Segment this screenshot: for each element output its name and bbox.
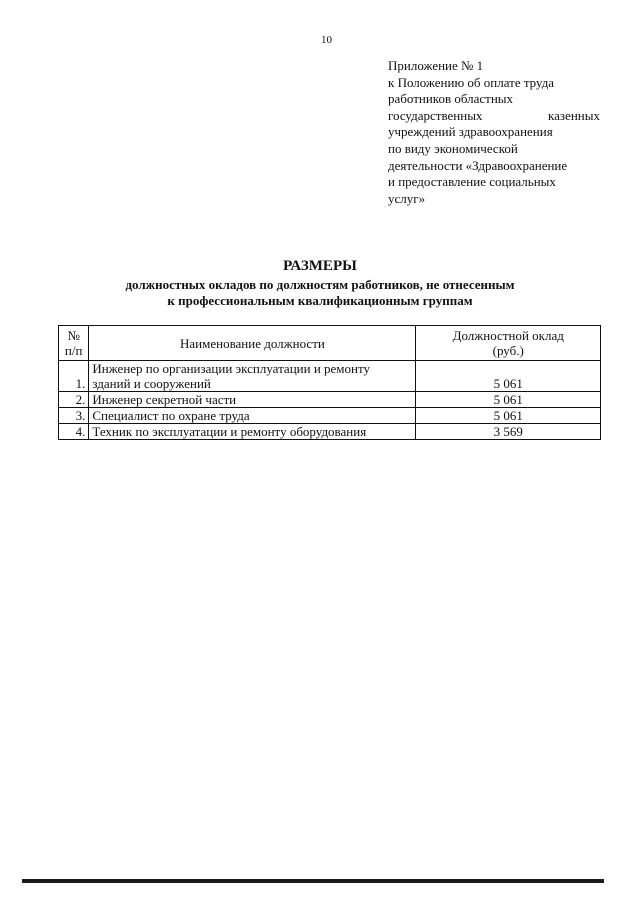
document-title: РАЗМЕРЫ: [283, 258, 357, 274]
page-number: 10: [321, 34, 332, 46]
row-number: 1.: [59, 361, 89, 392]
row-salary: 5 061: [416, 392, 601, 408]
subtitle-line: к профессиональным квалификационным группам: [167, 293, 473, 308]
document-subtitle: [0, 277, 640, 309]
annex-line: и предоставление социальных: [388, 174, 556, 190]
annex-word: казенных: [548, 107, 600, 123]
annex-line: по виду экономической: [388, 140, 518, 156]
header-number-line: п/п: [64, 343, 83, 358]
row-salary: 5 061: [416, 408, 601, 424]
row-salary: 3 569: [416, 424, 601, 440]
annex-line: услуг»: [388, 190, 426, 206]
row-position-line: Инженер по организации эксплуатации и ремонту: [92, 361, 370, 376]
annex-line: Приложение № 1: [388, 58, 484, 73]
annex-header: [388, 58, 600, 207]
row-position-name: Инженер секретной части: [89, 392, 416, 408]
row-number: 3.: [59, 408, 89, 424]
header-number: [59, 326, 89, 361]
header-salary-line: Должностной оклад: [452, 328, 564, 343]
annex-line: работников областных: [388, 91, 514, 107]
table-header-row: [59, 326, 601, 361]
row-position-line: зданий и сооружений: [92, 376, 211, 391]
header-position-name: Наименование должности: [89, 326, 416, 361]
salary-table: [58, 325, 601, 440]
scan-edge-bar: [22, 879, 604, 883]
annex-word: государственных: [388, 107, 483, 123]
row-number: 4.: [59, 424, 89, 440]
row-position-name: Техник по эксплуатации и ремонту оборудования: [89, 424, 416, 440]
table-row: [59, 361, 601, 392]
header-salary-line: (руб.): [492, 343, 524, 358]
table-row: [59, 424, 601, 440]
header-salary: [416, 326, 601, 361]
annex-line: к Положению об оплате труда: [388, 74, 555, 90]
annex-line: учреждений здравоохранения: [388, 124, 553, 140]
annex-line: деятельности «Здравоохранение: [388, 157, 568, 173]
header-number-line: №: [67, 328, 80, 343]
row-number: 2.: [59, 392, 89, 408]
row-position-name: Специалист по охране труда: [89, 408, 416, 424]
table-row: [59, 408, 601, 424]
subtitle-line: должностных окладов по должностям работников, не отнесенным: [125, 277, 515, 292]
annex-line-justified: [388, 108, 600, 125]
table-row: [59, 392, 601, 408]
row-salary: 5 061: [416, 361, 601, 392]
row-position-name: [89, 361, 416, 392]
